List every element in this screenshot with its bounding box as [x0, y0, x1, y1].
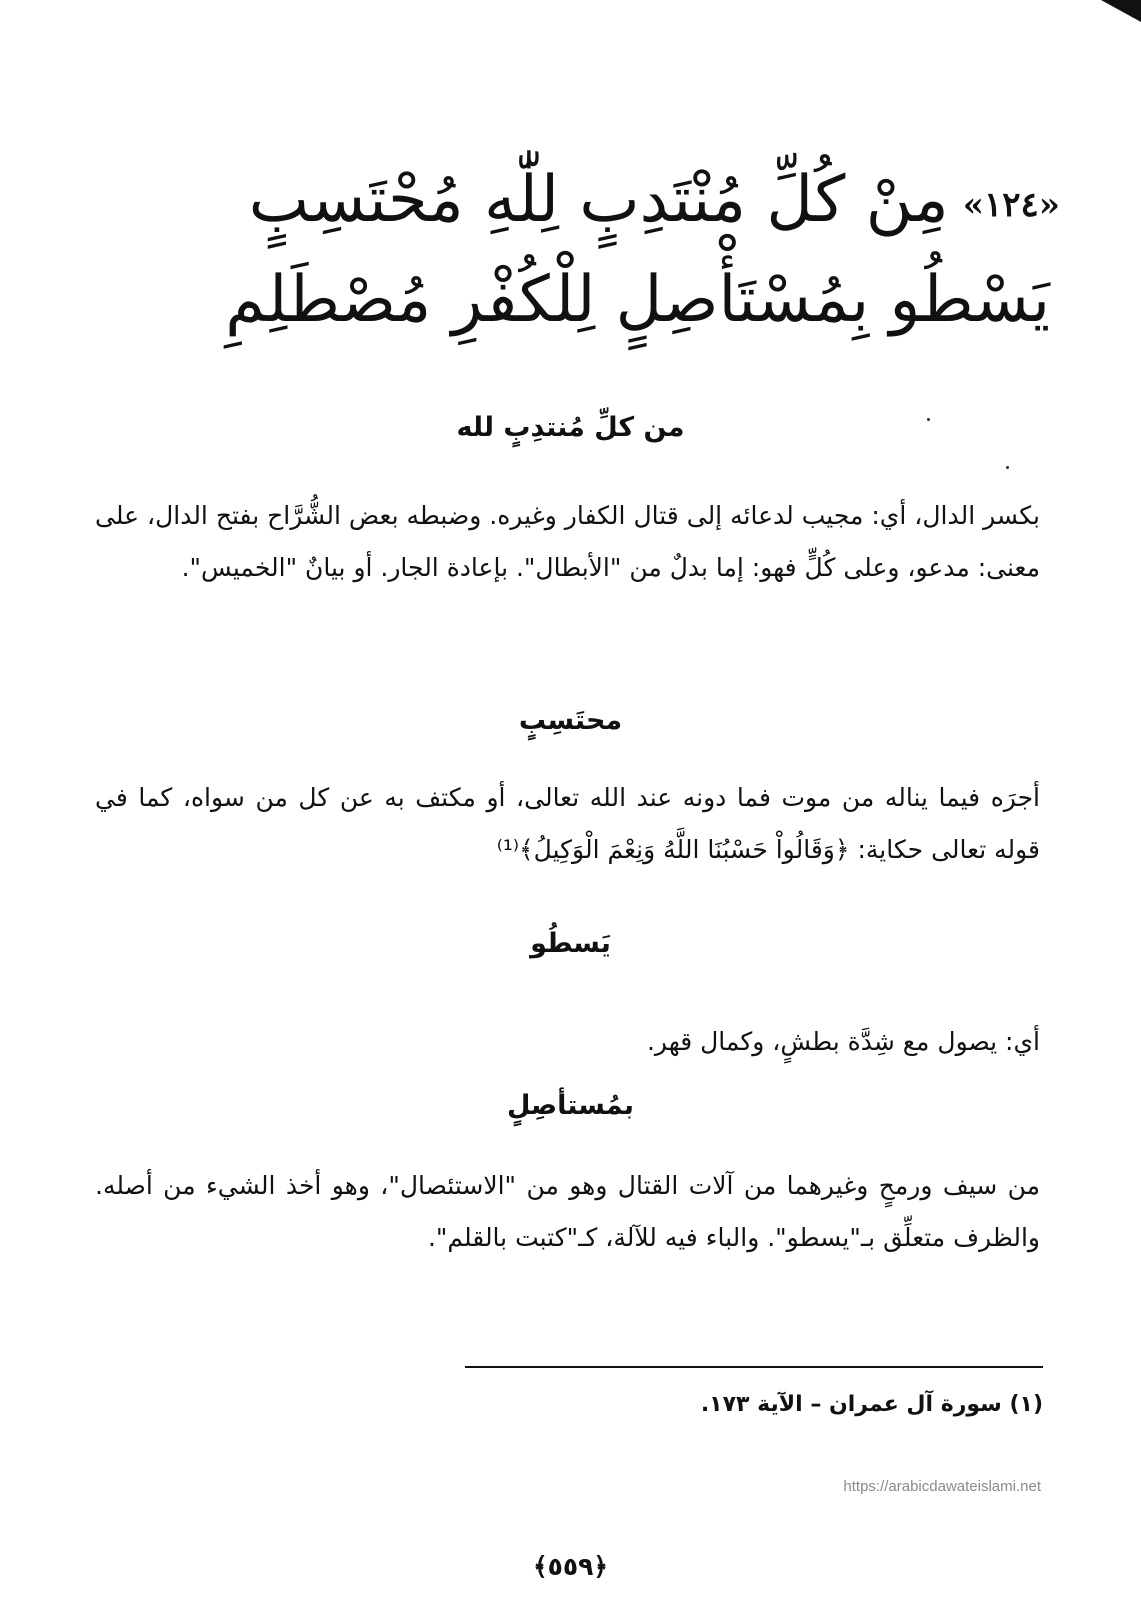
section-paragraph: أجرَه فيما يناله من موت فما دونه عند الله تعالى، أو مكتف به عن كل من سواه، كما في قوله تعالى حكاية: ﴿وَقَالُواْ حَسْبُنَا اللَّهُ وَنِعْمَ الْوَكِيلُ﴾⁽¹⁾ [95, 783, 1040, 864]
footnote: (١) سورة آل عمران – الآية ١٧٣. [700, 1392, 1043, 1417]
section-heading: بمُستأصِلٍ [506, 1090, 635, 1121]
poem-verse [180, 150, 1060, 380]
verse-number: «١٢٤» [962, 184, 1060, 225]
section-heading: من كلِّ مُنتدِبٍ لله [456, 412, 685, 443]
verse-hemistich-1: مِنْ كُلِّ مُنْتَدِبٍ لِلّٰهِ مُحْتَسِبٍ [248, 163, 949, 237]
section-paragraph: أي: يصول مع شِدَّة بطشٍ، وكمال قهر. [646, 1027, 1040, 1056]
section-heading: محتَسِبٍ [518, 705, 623, 736]
section-paragraph: بكسر الدال، أي: مجيب لدعائه إلى قتال الكفار وغيره. وضبطه بعض الشُّرَّاح بفتح الدال، على معنى: مدعو، وعلى كُلٍّ فهو: إما بدلٌ من "الأبطال". بإعادة الجار. أو بيانٌ "الخميس". [95, 501, 1040, 582]
scan-speck [1006, 466, 1009, 469]
page-number: ﴿٥٥٩﴾ [532, 1552, 609, 1581]
footnote-divider [465, 1366, 1043, 1368]
section-paragraph: من سيف ورمحٍ وغيرهما من آلات القتال وهو من "الاستئصال"، وهو أخذ الشيء من أصله. والظرف متعلِّق بـ"يسطو". والباء فيه للآلة، كـ"كتبت بالقلم". [95, 1171, 1040, 1252]
verse-line-2: يَسْطُو بِمُسْتَأْصِلٍ لِلْكُفْرِ مُصْطَلِمِ [225, 263, 1050, 337]
section-heading: يَسطُو [530, 928, 611, 959]
scan-corner-mark [1101, 0, 1141, 22]
source-watermark: https://arabicdawateislami.net [843, 1478, 1041, 1495]
verse-line-1 [248, 163, 1060, 237]
